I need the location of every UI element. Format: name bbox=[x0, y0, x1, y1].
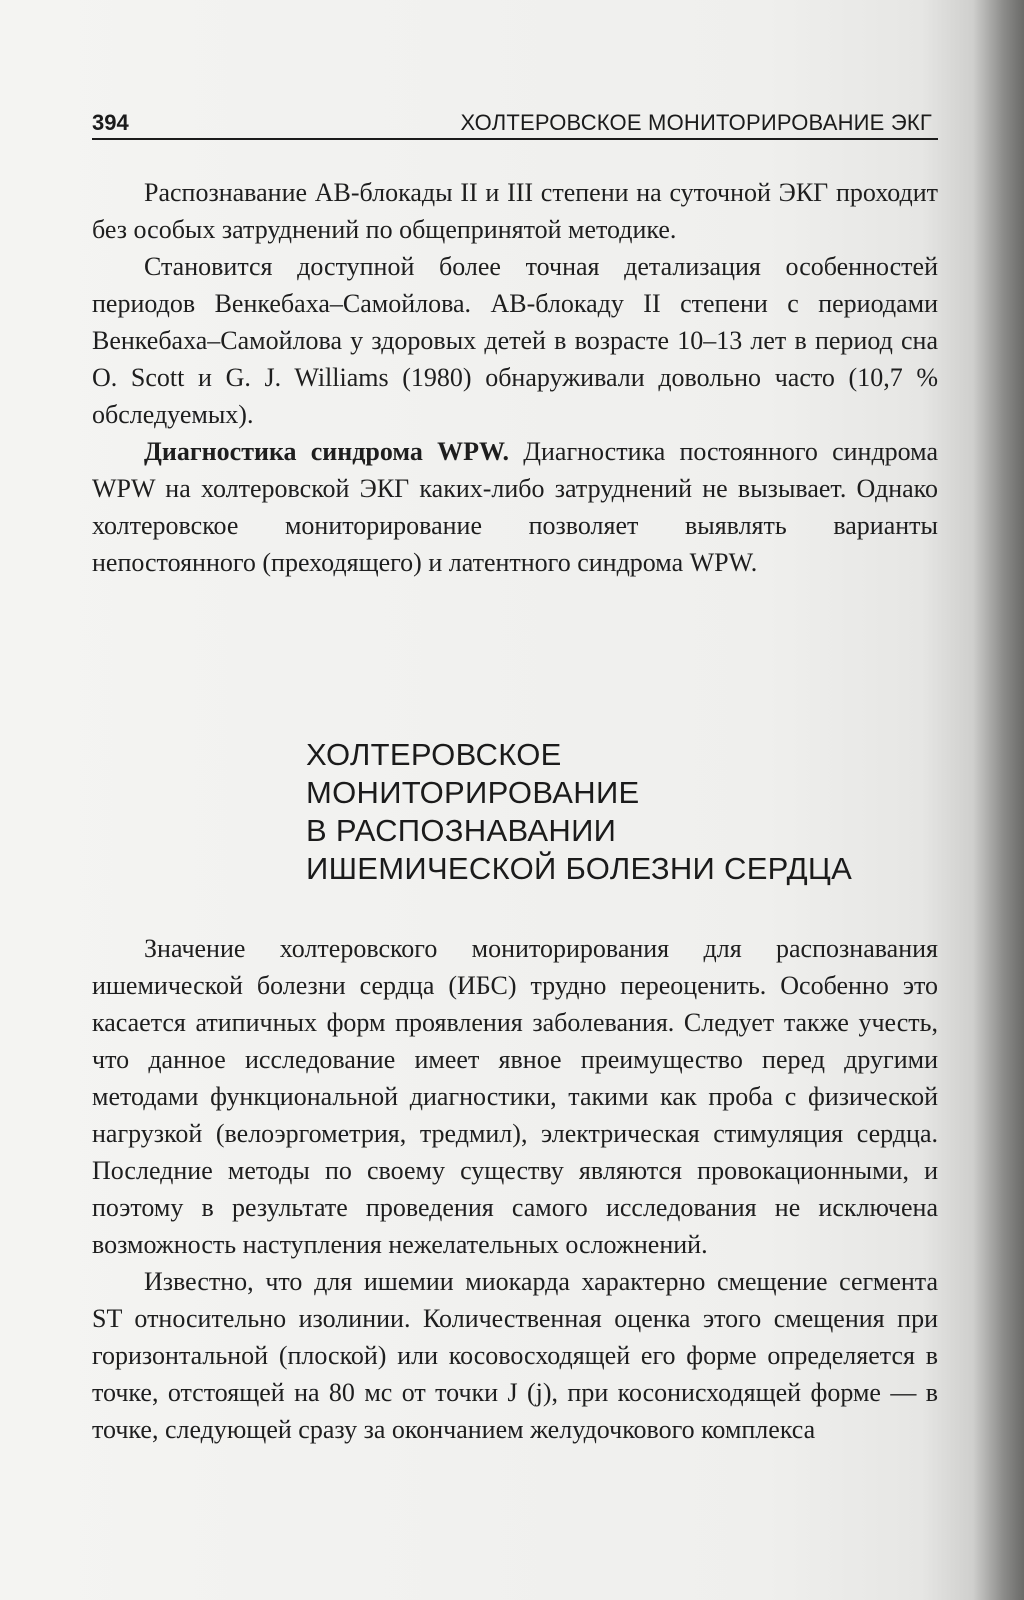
section-heading bbox=[306, 736, 926, 888]
paragraph-text: Становится доступной более точная детализация особенностей периодов Венкебаха–Самойлова. АВ-блокаду II степени с периодами Венкебаха–Самойлова у здоровых детей в возрасте 10–13 лет в период сна O. Scott и G. J. Williams (1980) обнаруживали довольно часто (10,7 % обследуемых). bbox=[92, 252, 938, 429]
heading-line: В РАСПОЗНАВАНИИ bbox=[306, 813, 617, 848]
paragraph bbox=[92, 248, 938, 433]
paragraph-text: Диагностика постоянного синдрома WPW на холтеровской ЭКГ каких-либо затруднений не вызывает. Однако холтеровское мониторирование позволяет выявлять варианты непостоянного (преходящего) и латентного синдрома WPW. bbox=[92, 437, 938, 577]
paragraph-text: Известно, что для ишемии миокарда характерно смещение сегмента ST относительно изолинии. Количественная оценка этого смещения при горизонтальной (плоской) или косовосходящей его форме определяется в точке, отстоящей на 80 мс от точки J (j), при косонисходящей форме — в точке, следующей сразу за окончанием желудочкового комплекса bbox=[92, 1267, 938, 1444]
paragraph bbox=[92, 1263, 938, 1448]
paragraph-text: Распознавание АВ-блокады II и III степени на суточной ЭКГ проходит без особых затруднений по общепринятой методике. bbox=[92, 178, 938, 244]
running-title: ХОЛТЕРОВСКОЕ МОНИТОРИРОВАНИЕ ЭКГ bbox=[460, 110, 932, 135]
paragraph-bold-lead: Диагностика синдрома WPW. bbox=[144, 437, 510, 466]
paragraph bbox=[92, 433, 938, 581]
paragraph-text: Значение холтеровского мониторирования для распознавания ишемической болезни сердца (ИБС) трудно переоценить. Особенно это касается атипичных форм проявления заболевания. Следует также учесть, что данное исследование имеет явное преимущество перед другими методами функциональной диагностики, такими как проба с физической нагрузкой (велоэргометрия, тредмил), электрическая стимуляция сердца. Последние методы по своему существу являются провокационными, и поэтому в результате проведения самого исследования не исключена возможность наступления нежелательных осложнений. bbox=[92, 934, 938, 1259]
text-block-top bbox=[92, 174, 938, 581]
page-number: 394 bbox=[92, 110, 129, 135]
text-block-bottom bbox=[92, 930, 938, 1448]
heading-line: МОНИТОРИРОВАНИЕ bbox=[306, 775, 640, 810]
paragraph bbox=[92, 174, 938, 248]
running-header bbox=[92, 104, 938, 140]
heading-line: ХОЛТЕРОВСКОЕ bbox=[306, 737, 562, 772]
heading-line: ИШЕМИЧЕСКОЙ БОЛЕЗНИ СЕРДЦА bbox=[306, 851, 853, 886]
paragraph bbox=[92, 930, 938, 1263]
